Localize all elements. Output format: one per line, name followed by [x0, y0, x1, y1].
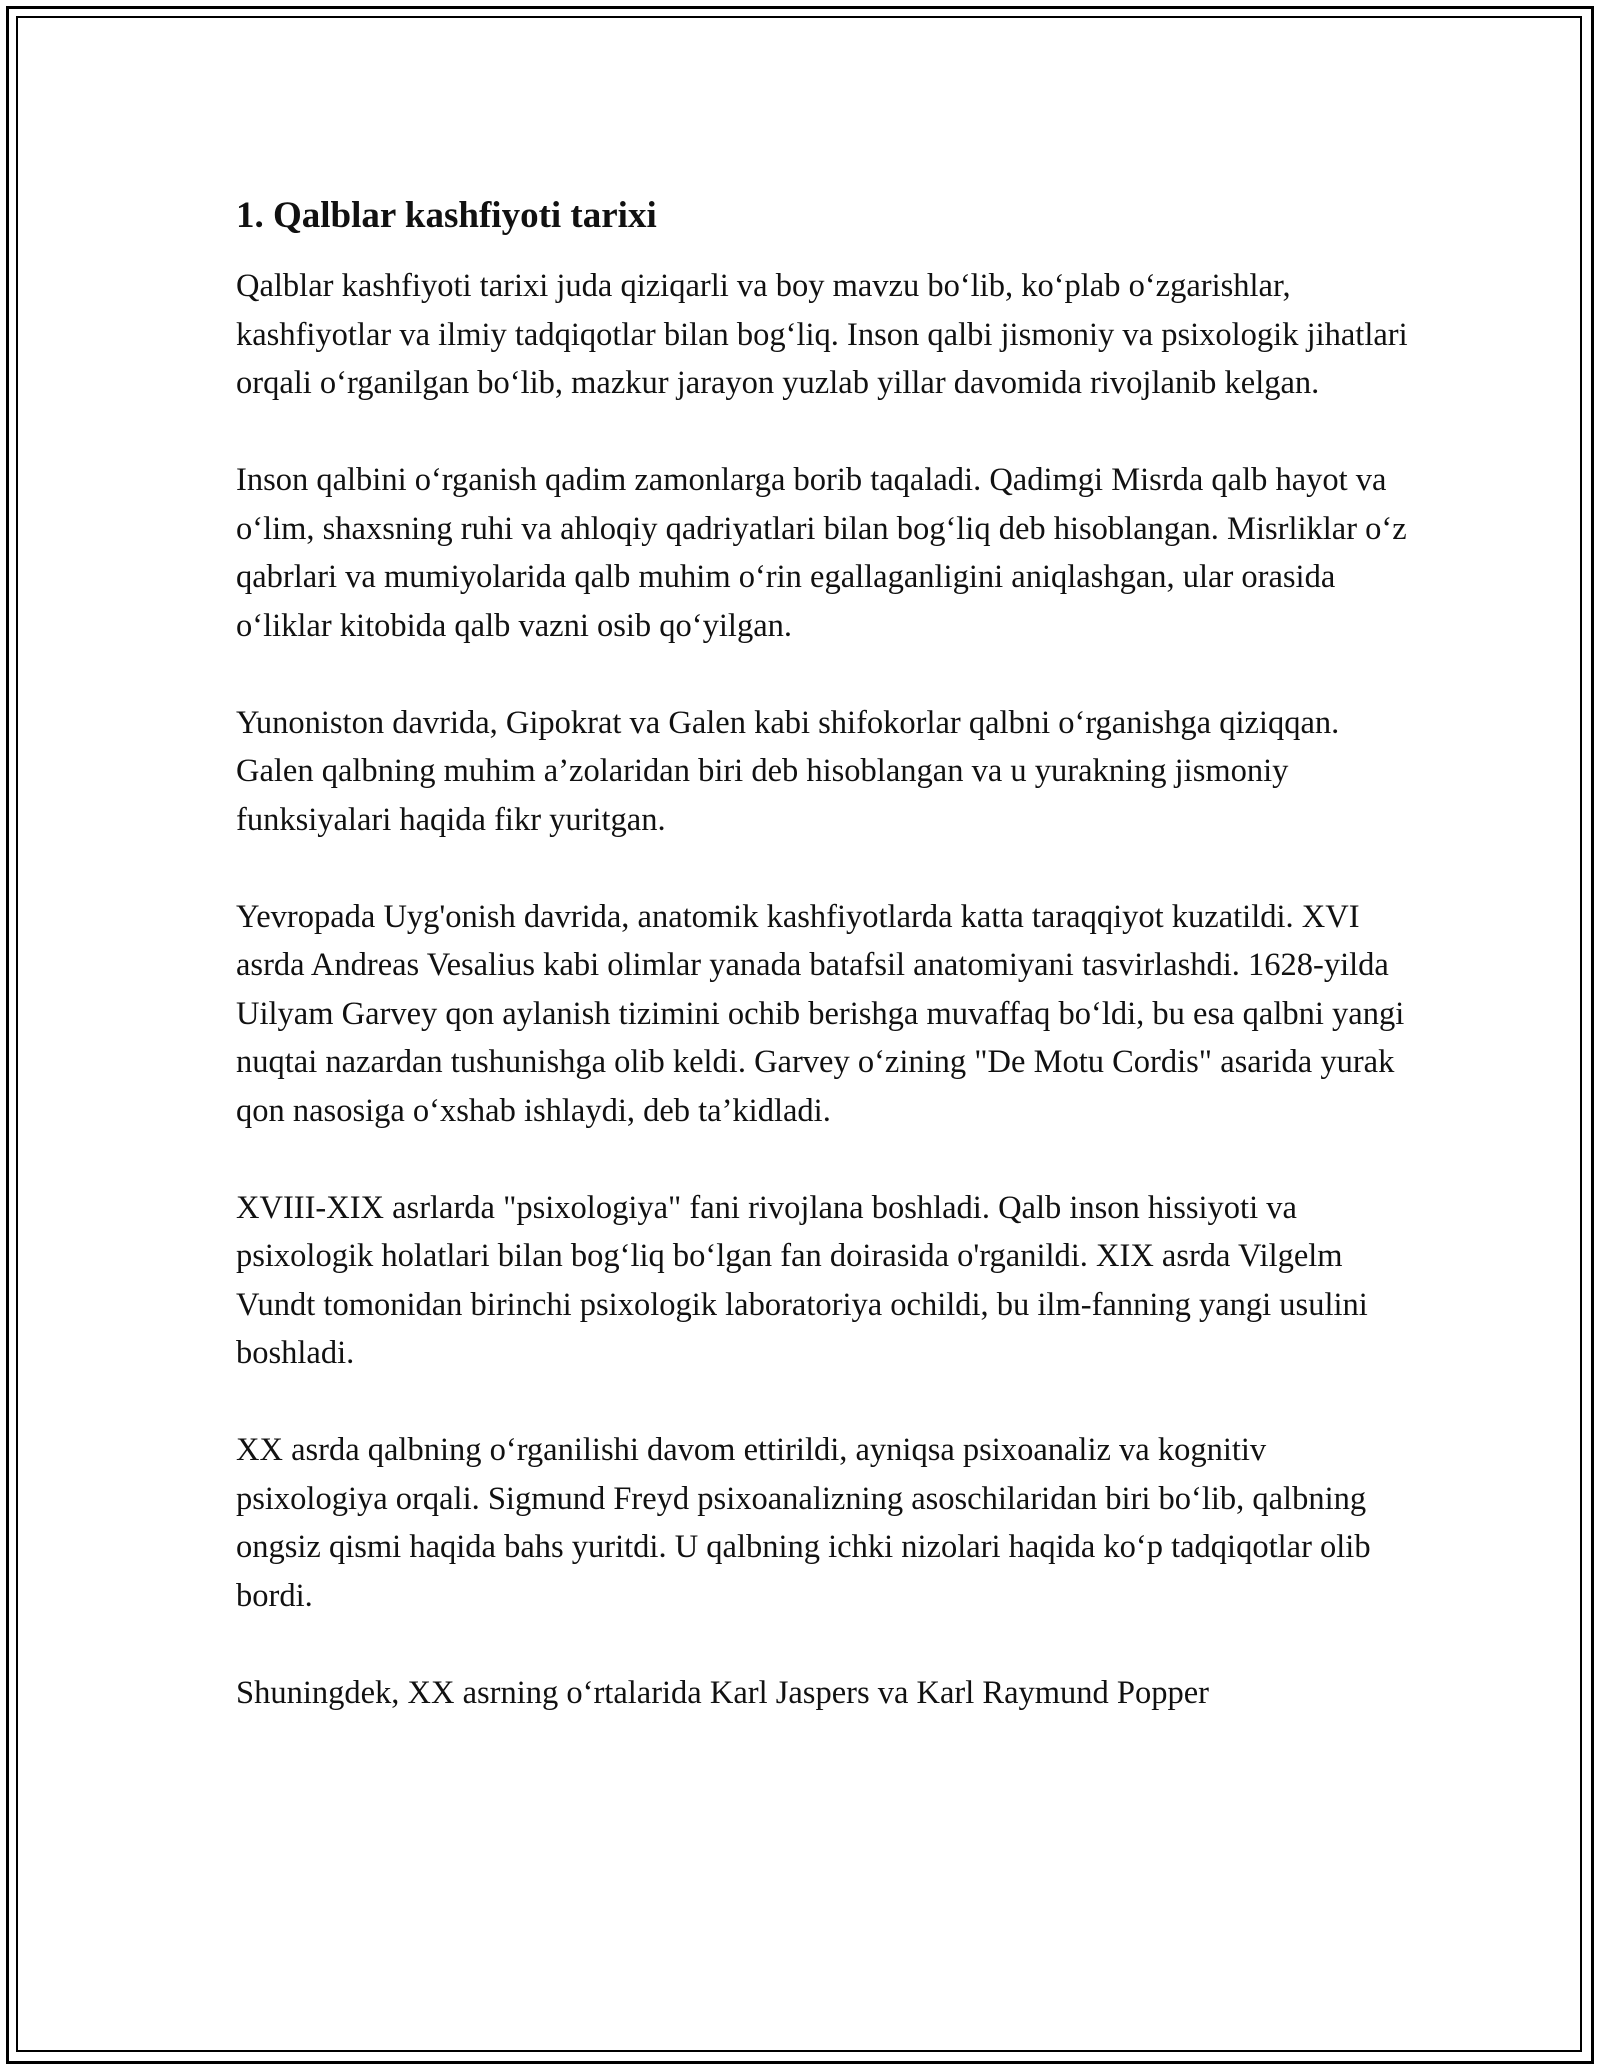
paragraph: Yunoniston davrida, Gipokrat va Galen kabi shifokorlar qalbni o‘rganishga qiziqqan. Galen qalbning muhim a’zolaridan biri deb hisoblangan va u yurakning jismoniy funksiyalari haqida fikr yuritgan. — [236, 704, 1340, 838]
paragraph: Inson qalbini o‘rganish qadim zamonlarga borib taqaladi. Qadimgi Misrda qalb hayot va o‘lim, shaxsning ruhi va ahloqiy qadriyatlari bilan bog‘liq deb hisoblangan. Misrliklar o‘z qabrlari va mumiyolarida qalb muhim o‘rin egallaganligini aniqlashgan, ular orasida o‘liklar kitobida qalb vazni osib qo‘yilgan. — [236, 462, 1407, 644]
paragraph: XX asrda qalbning o‘rganilishi davom ettirildi, ayniqsa psixoanaliz va kognitiv psixologiya orqali. Sigmund Freyd psixoanalizning asoschilaridan biri bo‘lib, qalbning ongsiz qismi haqida bahs yuritdi. U qalbning ichki nizolari haqida ko‘p tadqiqotlar olib bordi. — [236, 1432, 1371, 1614]
paragraph: Shuningdek, XX asrning o‘rtalarida Karl Jaspers va Karl Raymund Popper — [236, 1674, 1209, 1711]
section-heading: 1. Qalblar kashfiyoti tarixi — [236, 195, 657, 236]
paragraph: Qalblar kashfiyoti tarixi juda qiziqarli va boy mavzu bo‘lib, ko‘plab o‘zgarishlar, kashfiyotlar va ilmiy tadqiqotlar bilan bog‘liq. Inson qalbi jismoniy va psixologik jihatlari orqali o‘rganilgan bo‘lib, mazkur jarayon yuzlab yillar davomida rivojlanib kelgan. — [236, 268, 1408, 401]
paragraph: Yevropada Uyg'onish davrida, anatomik kashfiyotlarda katta taraqqiyot kuzatildi. XVI asrda Andreas Vesalius kabi olimlar yanada batafsil anatomiyani tasvirlashdi. 1628-yilda Uilyam Garvey qon aylanish tizimini ochib berishga muvaffaq bo‘ldi, bu esa qalbni yangi nuqtai nazardan tushunishga olib keldi. Garvey o‘zining "De Motu Cordis" asarida yurak qon nasosiga o‘xshab ishlaydi, deb ta’kidladi. — [236, 898, 1405, 1129]
paragraph: XVIII-XIX asrlarda "psixologiya" fani rivojlana boshladi. Qalb inson hissiyoti va psixologik holatlari bilan bog‘liq bo‘lgan fan doirasida o'rganildi. XIX asrda Vilgelm Vundt tomonidan birinchi psixologik laboratoriya ochildi, bu ilm-fanning yangi usulini boshladi. — [236, 1189, 1368, 1371]
document-body — [236, 186, 1411, 1766]
